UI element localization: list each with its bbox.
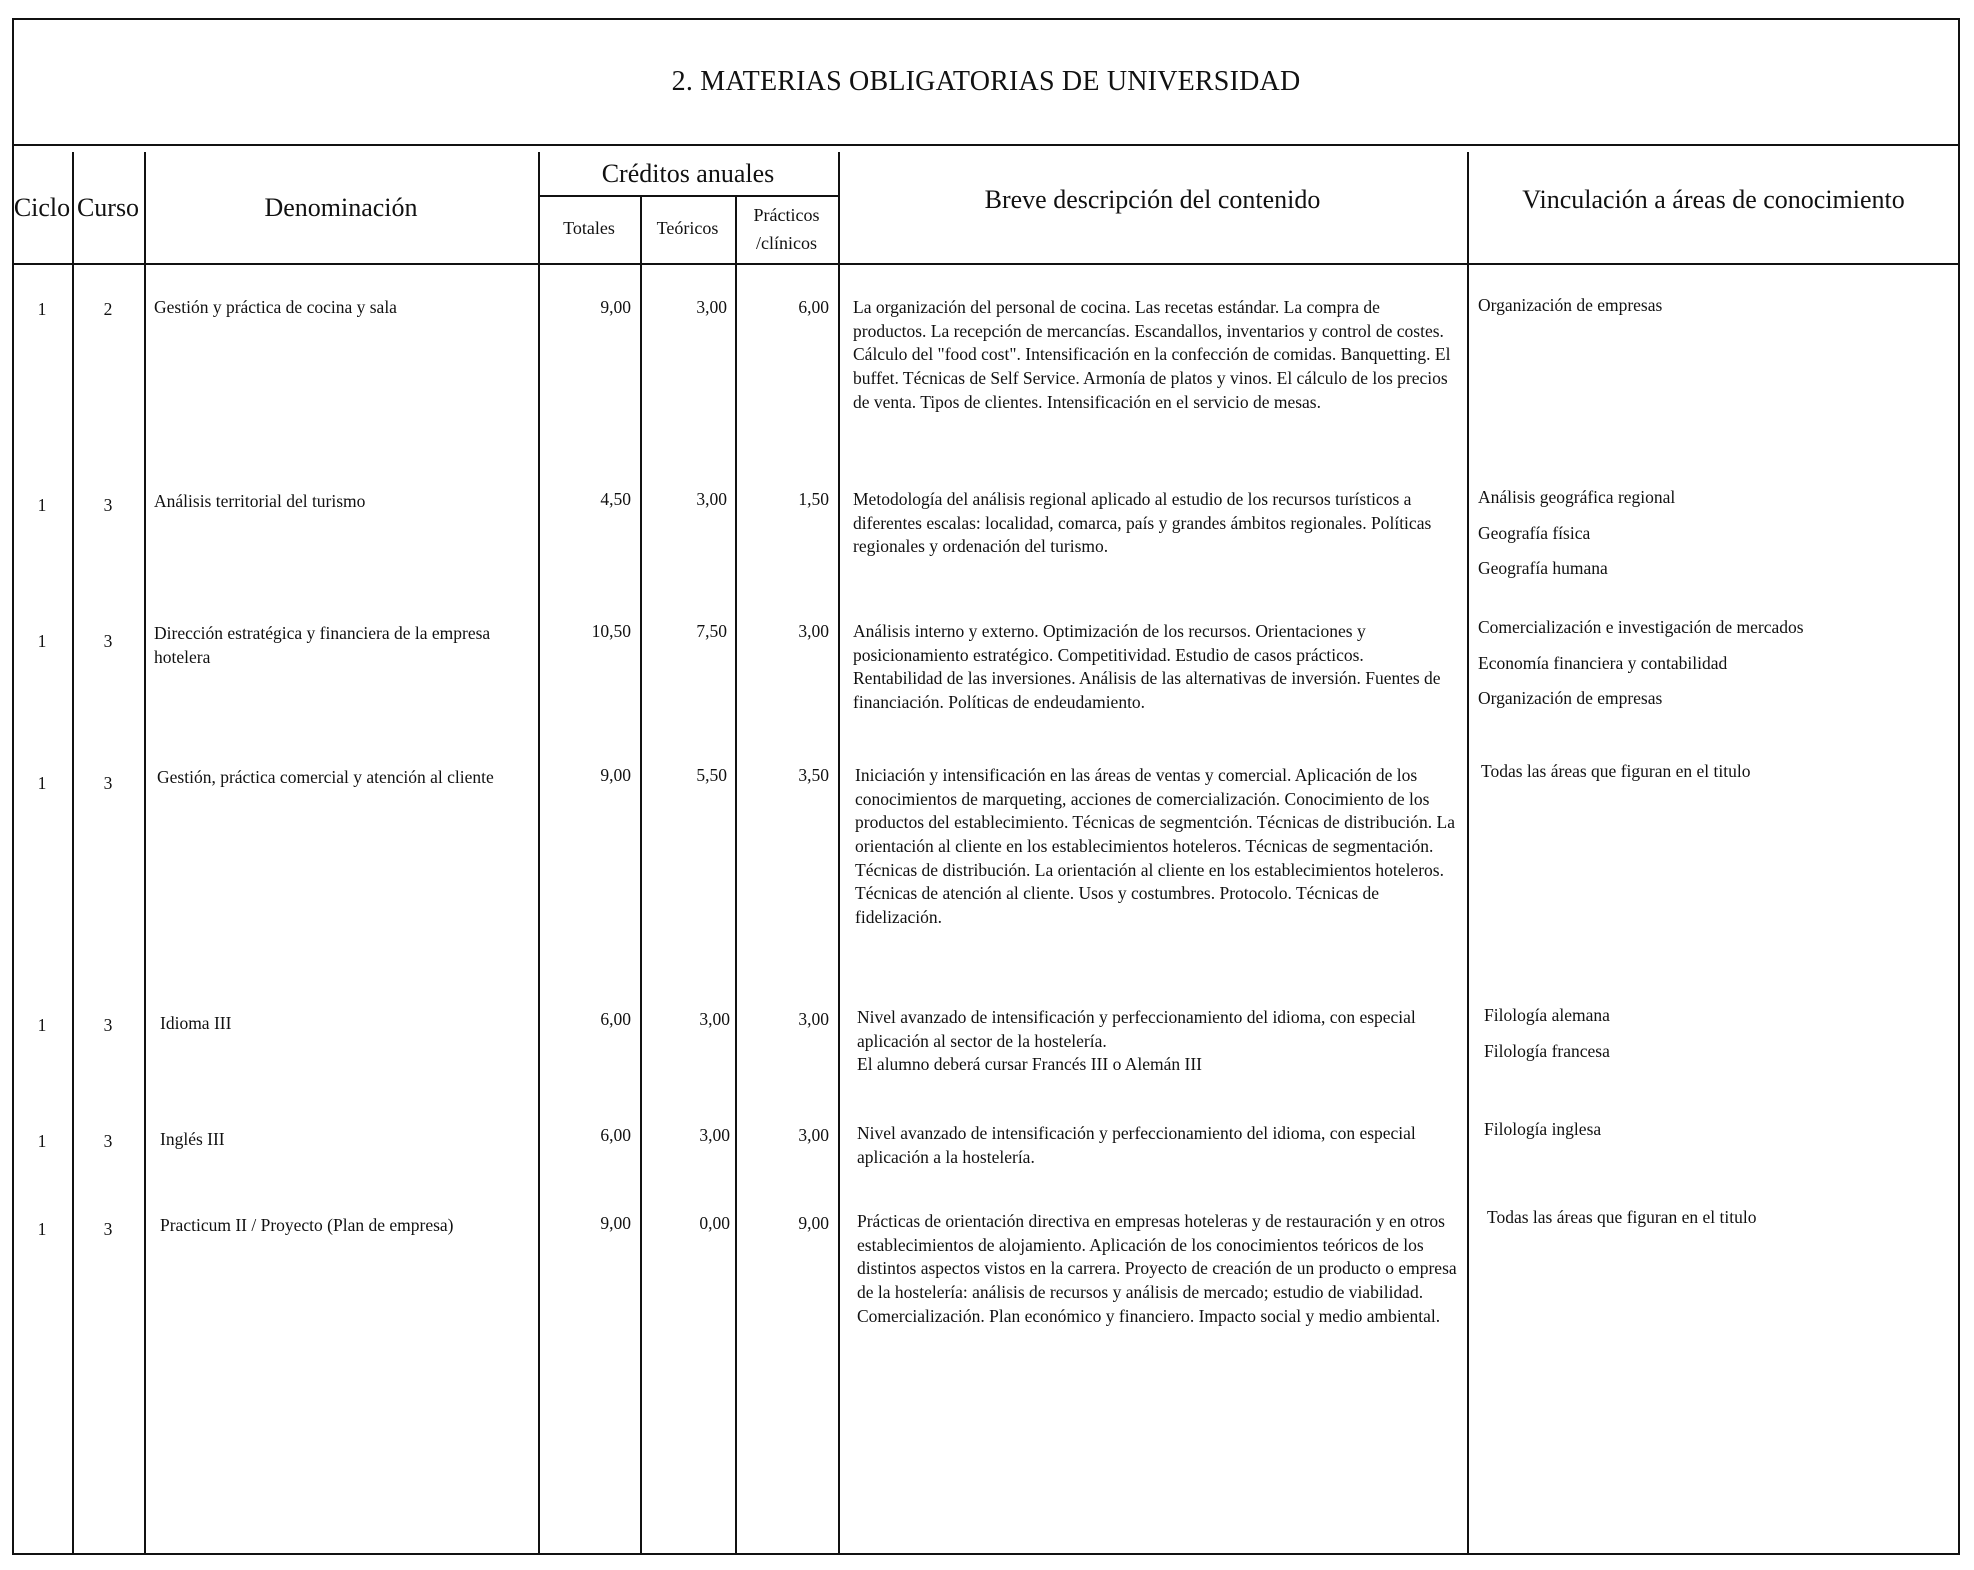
page-title: 2. MATERIAS OBLIGATORIAS DE UNIVERSIDAD <box>671 66 1301 97</box>
row1-practicos: 6,00 <box>798 297 829 317</box>
row1-descripcion: La organización del personal de cocina. Las recetas estándar. La compra de productos. La recepción de mercancías. Escandallos, inventarios y control de costes. Cálculo del "food cost". Intensificación en la confección de comidas. Banquetting. El buffet. Técnicas de Self Service. Armonía de platos y vinos. El cálculo de los precios de venta. Tipos de clientes. Intensificación en el servicio de mesas. <box>853 297 1451 412</box>
row6-descripcion: Nivel avanzado de intensificación y perfeccionamiento del idioma, con especial aplicación a la hostelería. <box>857 1123 1416 1167</box>
divider-totales <box>640 195 642 1555</box>
row7-area-1: Todas las áreas que figuran en el titulo <box>1487 1207 1757 1227</box>
row2-area-3: Geografía humana <box>1478 558 1608 579</box>
divider-denominacion <box>538 152 540 1555</box>
row3-areas <box>1478 616 1953 723</box>
row1-denominacion: Gestión y práctica de cocina y sala <box>154 297 397 317</box>
row1-totales: 9,00 <box>600 297 631 317</box>
row4-areas <box>1481 760 1951 796</box>
row4-practicos: 3,50 <box>798 765 829 785</box>
header-totales: Totales <box>563 218 615 239</box>
row3-totales: 10,50 <box>591 621 631 641</box>
row4-denominacion: Gestión, práctica comercial y atención al cliente <box>157 767 494 787</box>
row3-area-1: Comercialización e investigación de mercados <box>1478 617 1804 637</box>
row4-descripcion: Iniciación y intensificación en las áreas de ventas y comercial. Aplicación de los conocimientos de marqueting, acciones de comercialización. Conocimiento de los productos del establecimiento. Técnicas de segmentción. Técnicas de distribución. La orientación al cliente en los establecimientos hoteleros. Técnicas de segmentación. Técnicas de distribución. La orientación al cliente en los establecimientos hoteleros. Técnicas de atención al cliente. Usos y costumbres. Protocolo. Técnicas de fidelización. <box>855 765 1455 927</box>
header-descripcion: Breve descripción del contenido <box>984 184 1321 214</box>
header-ciclo: Ciclo <box>13 192 71 222</box>
row6-totales: 6,00 <box>600 1125 631 1145</box>
row3-area-2: Economía financiera y contabilidad <box>1478 652 1728 673</box>
row7-denominacion: Practicum II / Proyecto (Plan de empresa) <box>160 1215 454 1235</box>
row5-descripcion-text: Nivel avanzado de intensificación y perfeccionamiento del idioma, con especial aplicación al sector de la hostelería. <box>857 1007 1416 1051</box>
row2-areas <box>1478 486 1948 593</box>
row2-area-2: Geografía física <box>1478 522 1591 543</box>
title-band <box>14 20 1958 146</box>
header-practicos-line2: /clínicos <box>756 233 817 253</box>
header-vinculacion: Vinculación a áreas de conocimiento <box>1522 184 1905 214</box>
row5-areas <box>1484 1004 1944 1075</box>
row2-curso: 3 <box>103 495 113 515</box>
row5-descripcion-extra: El alumno deberá cursar Francés III o Alemán III <box>857 1054 1202 1075</box>
row4-totales: 9,00 <box>600 765 631 785</box>
row2-totales: 4,50 <box>600 489 631 509</box>
header-teoricos: Teóricos <box>656 218 719 239</box>
row5-descripcion <box>857 1006 1457 1077</box>
row2-area-1: Análisis geográfica regional <box>1478 487 1676 507</box>
row1-areas <box>1478 294 1948 330</box>
row2-denominacion: Análisis territorial del turismo <box>154 491 366 511</box>
row4-area-1: Todas las áreas que figuran en el titulo <box>1481 761 1751 781</box>
row6-area-1: Filología inglesa <box>1484 1119 1602 1139</box>
row3-descripcion: Análisis interno y externo. Optimización de los recursos. Orientaciones y posicionamiento estratégico. Competitividad. Estudio de casos prácticos. Rentabilidad de las inversiones. Análisis de las alternativas de inversión. Fuentes de financiación. Políticas de endeudamiento. <box>853 621 1441 712</box>
row3-practicos: 3,00 <box>798 621 829 641</box>
divider-teoricos <box>735 195 737 1555</box>
row7-teoricos: 0,00 <box>699 1213 730 1233</box>
row5-ciclo: 1 <box>37 1015 47 1035</box>
divider-descripcion <box>1467 152 1469 1555</box>
row7-curso: 3 <box>103 1219 113 1239</box>
divider-creditos <box>838 152 840 1555</box>
divider-header-bottom <box>12 263 1960 265</box>
row7-totales: 9,00 <box>600 1213 631 1233</box>
row3-ciclo: 1 <box>37 631 47 651</box>
header-denominacion: Denominación <box>264 192 418 222</box>
row5-denominacion: Idioma III <box>160 1013 232 1033</box>
row5-curso: 3 <box>103 1015 113 1035</box>
row6-ciclo: 1 <box>37 1131 47 1151</box>
row3-teoricos: 7,50 <box>696 621 727 641</box>
row6-areas <box>1484 1118 1944 1154</box>
row3-area-3: Organización de empresas <box>1478 688 1663 709</box>
row5-teoricos: 3,00 <box>699 1009 730 1029</box>
row7-descripcion: Prácticas de orientación directiva en empresas hoteleras y de restauración y en otros establecimientos de alojamiento. Aplicación de los conocimientos teóricos de los distintos aspectos vistos en la carrera. Proyecto de creación de un producto o empresa de la hostelería: análisis de recursos y análisis de mercado; estudio de viabilidad. Comercialización. Plan económico y financiero. Impacto social y medio ambiental. <box>857 1211 1457 1326</box>
header-creditos: Créditos anuales <box>601 158 775 188</box>
row2-ciclo: 1 <box>37 495 47 515</box>
row5-practicos: 3,00 <box>798 1009 829 1029</box>
header-practicos <box>735 198 838 262</box>
row4-curso: 3 <box>103 773 113 793</box>
header-curso: Curso <box>76 192 140 222</box>
row5-area-2: Filología francesa <box>1484 1040 1610 1061</box>
divider-curso <box>144 152 146 1555</box>
row6-curso: 3 <box>103 1131 113 1151</box>
row1-teoricos: 3,00 <box>696 297 727 317</box>
row6-denominacion: Inglés III <box>160 1129 225 1149</box>
row4-ciclo: 1 <box>37 773 47 793</box>
row2-teoricos: 3,00 <box>696 489 727 509</box>
row3-denominacion: Dirección estratégica y financiera de la empresa hotelera <box>154 623 491 667</box>
row4-teoricos: 5,50 <box>696 765 727 785</box>
header-practicos-line1: Prácticos <box>753 205 820 226</box>
divider-ciclo <box>72 152 74 1555</box>
row1-curso: 2 <box>103 299 113 319</box>
row7-ciclo: 1 <box>37 1219 47 1239</box>
row7-areas <box>1487 1206 1947 1242</box>
row5-totales: 6,00 <box>600 1009 631 1029</box>
row1-ciclo: 1 <box>37 299 47 319</box>
row2-practicos: 1,50 <box>798 489 829 509</box>
row2-descripcion: Metodología del análisis regional aplicado al estudio de los recursos turísticos a diferentes escalas: localidad, comarca, país y grandes ámbitos regionales. Políticas regionales y ordenación del turismo. <box>853 489 1432 557</box>
row6-practicos: 3,00 <box>798 1125 829 1145</box>
row7-practicos: 9,00 <box>798 1213 829 1233</box>
row6-teoricos: 3,00 <box>699 1125 730 1145</box>
row5-area-1: Filología alemana <box>1484 1005 1610 1025</box>
row3-curso: 3 <box>103 631 113 651</box>
row1-area-1: Organización de empresas <box>1478 295 1663 315</box>
